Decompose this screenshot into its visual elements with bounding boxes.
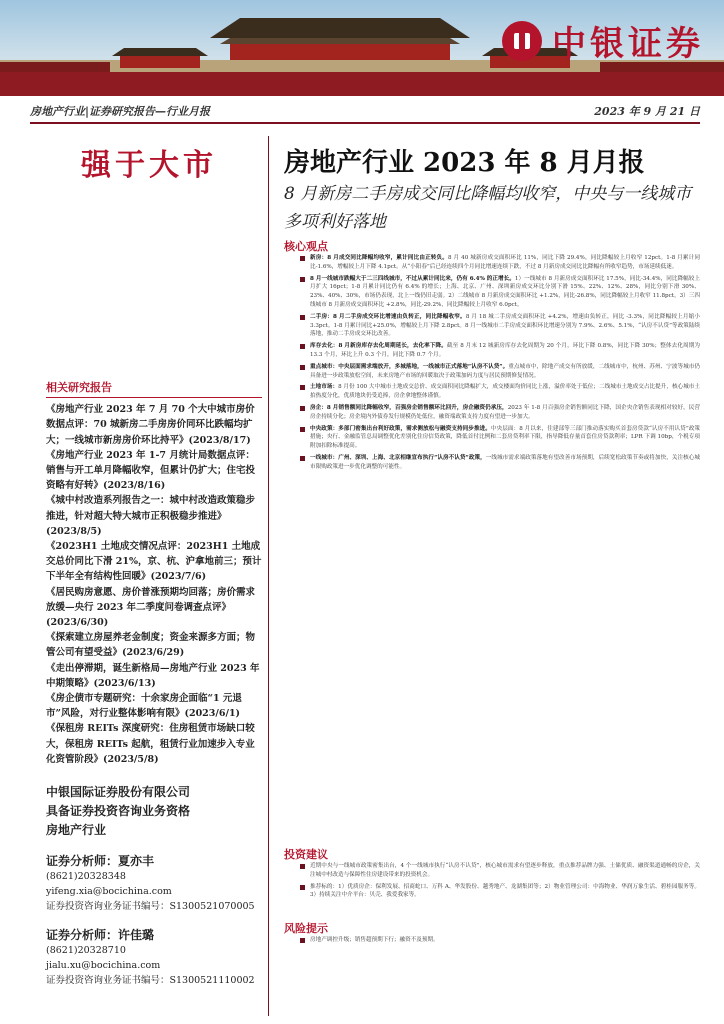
core-point: [298, 454, 700, 472]
report-header-bar: [30, 100, 700, 124]
core-point-lead: 土地市场：: [310, 384, 339, 391]
investment-advice-heading: 投资建议: [284, 848, 328, 861]
related-report-item[interactable]: 《城中村改造系列报告之一：城中村改造政策稳步推进，针对超大特大城市正积极稳步推进》(2023/8/5): [46, 495, 256, 537]
boc-logo-icon: [502, 21, 542, 61]
advice-point: [298, 883, 700, 901]
analyst-cert: 证券投资咨询业务证书编号：S1300521110002: [46, 975, 255, 987]
core-point-lead: 二手房：8 月二手房成交环比增速由负转正，同比降幅收窄。: [310, 313, 466, 320]
core-point-text: 截至 8 月末 12 城新房库存去化周期为 20 个月，环比下降 0.8%，同比下降 30%；整体去化周期为 13.3 个月，环比上升 0.3 个月，同比下降 0.7 个月。: [310, 343, 700, 358]
core-point-text: 重点城市中，除地产成交有所放缓，二线城市中，杭州、苏州、宁波等城市仍具备进一步政策放松空间，未来房地产市场的回暖取决于政策加码力度与居民预期修复情况。: [310, 363, 700, 379]
core-point-lead: 房企：8 月销售额同比降幅收窄，百强房企销售额环比回升，房企融资仍承压，: [310, 404, 508, 411]
related-reports-heading: 相关研究报告: [46, 380, 262, 398]
risk-point: [298, 936, 700, 945]
core-point-text: 2023 年 1-8 月百强房企销售额同比下降，国企央企销售表现相对较好，民营房企持续分化；房企境内外债券发行规模仍处低位，融资端政策支持力度有望进一步加大。: [310, 404, 700, 420]
bullet-icon: [300, 256, 305, 261]
related-report-item[interactable]: 《探索建立房屋养老金制度；资金来源多方面；物管公司有望受益》(2023/6/29): [46, 632, 256, 659]
header-banner: [0, 0, 724, 96]
core-views-heading: 核心观点: [284, 240, 328, 253]
advice-point: [298, 862, 700, 880]
bullet-icon: [300, 406, 305, 411]
related-report-item[interactable]: 《房企债市专题研究：十余家房企面临“1 元退市”风险，对行业整体影响有限》(2023/6/1): [46, 693, 242, 720]
brand-name: 中银证券: [552, 24, 704, 64]
brand-lockup: [502, 16, 704, 65]
core-point-lead: 中央政策：多部门密集出台利好政策，需求侧放松与融资支持同步推进。: [310, 425, 491, 432]
risk-body: [298, 936, 700, 950]
org-block: [46, 783, 262, 840]
advice-text: 推荐标的：1）优质房企：保利发展、招商蛇口、万科 A、华发股份、越秀地产、龙湖集团等；2）物业管理公司：中海物业、华润万象生活、碧桂园服务等。3）持续关注中介平台：贝壳、我爱我家等。: [310, 883, 700, 899]
column-divider: [268, 136, 269, 1016]
bullet-icon: [300, 864, 305, 869]
industry-rating: 强于大市: [81, 148, 217, 183]
core-point-lead: 重点城市：中央层面需求端放开，多城落地，一线城市正式落地“认房不认贷”。: [310, 363, 509, 370]
analyst-phone: (8621)20328348: [46, 871, 126, 883]
bullet-icon: [300, 885, 305, 890]
analyst-contact: [46, 869, 262, 914]
analyst-email[interactable]: jialu.xu@bocichina.com: [46, 960, 161, 972]
analyst-email[interactable]: yifeng.xia@bocichina.com: [46, 886, 172, 898]
core-point: [298, 313, 700, 339]
core-point: [298, 404, 700, 422]
core-point-lead: 新房：8 月成交同比降幅均收窄，累计同比由正转负。: [310, 255, 449, 261]
org-name: 中银国际证券股份有限公司: [46, 785, 191, 800]
core-point: [298, 363, 700, 381]
core-point-lead: 库存去化：8 月新房库存去化周期延长，去化率下降。: [310, 343, 447, 350]
bullet-icon: [300, 385, 305, 390]
left-sidebar: [46, 380, 262, 988]
core-point-lead: 一线城市：广州、深圳、上海、北京相继宣布执行“认房不认贷”政策，: [310, 454, 486, 461]
bullet-icon: [300, 938, 305, 943]
bullet-icon: [300, 456, 305, 461]
report-title: 房地产行业 2023 年 8 月月报: [284, 148, 645, 178]
org-sector: 房地产行业: [46, 823, 107, 838]
risk-heading: 风险提示: [284, 922, 328, 935]
related-report-item[interactable]: 《房地产行业 2023 年 7 月 70 个大中城市房价数据点评：70 城新房二手房房价同环比跌幅均扩大；一线城市新房房价环比持平》(2023/8/17): [46, 404, 255, 446]
related-report-item[interactable]: 《保租房 REITs 深度研究：住房租赁市场缺口较大，保租房 REITs 起航，租赁行业加速步入专业化资管阶段》(2023/5/8): [46, 723, 255, 765]
core-point-text: 8 月份 100 大中城市土地成交总价、成交面积同比降幅扩大，成交楼面均价同比上涨，溢价率处于低位；二线城市土地成交占比提升，核心城市土拍热度分化，优质地块仍受追捧，房企拿地整体谨慎。: [310, 384, 700, 400]
bullet-icon: [300, 365, 305, 370]
core-point: [298, 342, 700, 360]
core-point-lead: 8 月一线城市跌幅大于二三四线城市，不过从累计同比来，仍有 6.4% 的正增长。: [310, 275, 515, 282]
related-report-item[interactable]: 《2023H1 土地成交情况点评：2023H1 土地成交总价同比下滑 21%，京、杭、沪拿地前三；预计下半年全有结构性回暖》(2023/7/6): [46, 541, 262, 583]
analyst-name: 证券分析师：夏亦丰: [46, 854, 155, 869]
core-point-text: 中央层面：8 月以来，住建部等三部门推动落实购买首套房贷款“认房不用认贷”政策措施；央行、金融监管总局调整优化差别化住房信贷政策，降低首付比例和二套房贷利率下限，指导降低存量首套住房贷款利率；LPR 下调 10bp，个税专项附加扣除标准提高。: [310, 425, 700, 450]
analyst-name: 证券分析师：许佳璐: [46, 928, 155, 943]
core-point-text: 一线城市需求端政策落地有望改善市场预期，后续宽松政策节奏或将加快，关注核心城市限购政策进一步优化调整的可能性。: [310, 454, 700, 470]
advice-text: 近期中央与一线城市政策密集出台，4 个一线城市执行“认房不认贷”，核心城市需求有望逐步释放，重点推荐品牌力强、土储优质、融资渠道通畅的房企，关注城中村改造与保障性住房建设带来的投资机会。: [310, 863, 700, 878]
core-views-body: [298, 254, 700, 838]
report-date: 2023 年 9 月 21 日: [594, 105, 700, 118]
core-point-text: 8 月 18 城二手房成交面积环比 +4.2%，增速由负转正，同比 -3.3%，同比降幅较上月缩小 3.3pct。1-8 月累计同比+25.0%，增幅较上月下降 2.8pct。8 月一线城市二手房成交面积环比增速分别为 7.9%、2.6%、5.1%，“认房不认贷”等政策陆续落地，推动二手房成交环比改善。: [310, 313, 700, 338]
report-subtitle: 8 月新房二手房成交同比降幅均收窄，中央与一线城市多项利好落地: [284, 184, 692, 232]
core-point: [298, 425, 700, 451]
related-report-item[interactable]: 《房地产行业 2023 年 1-7 月统计局数据点评：销售与开工单月降幅收窄，但累计仍扩大；住宅投资略有好转》(2023/8/16): [46, 449, 256, 492]
related-report-item[interactable]: 《居民购房意愿、房价普涨预期均回落；房价需求放缓—央行 2023 年二季度问卷调查点评》(2023/6/30): [46, 586, 256, 629]
risk-text: 房地产调控升级；销售超预期下行；融资不及预期。: [310, 937, 439, 943]
report-category: 房地产行业|证券研究报告—行业月报: [30, 105, 211, 118]
investment-advice-body: [298, 862, 700, 914]
analyst-contact: [46, 943, 262, 988]
bullet-icon: [300, 277, 305, 282]
core-point: [298, 254, 700, 272]
core-point: [298, 275, 700, 310]
core-point-text: 8 月 40 城新房成交面积环比 11%，同比下降 29.4%，同比降幅较上月收窄 12pct。1-8 月累计同比-1.6%，增幅较上月下降 4.1pct。从“小阳春”后已经连续四个月同比增速连续下跌，不过 8 月新房成交同比比降幅有所收窄趋势，市场延续低迷。: [310, 255, 700, 270]
analyst-phone: (8621)20328710: [46, 945, 126, 957]
org-qualification: 具备证券投资咨询业务资格: [46, 804, 191, 819]
analyst-cert: 证券投资咨询业务证书编号：S1300521070005: [46, 901, 255, 913]
bullet-icon: [300, 344, 305, 349]
related-report-item[interactable]: 《走出停滞期，诞生新格局—房地产行业 2023 年中期策略》(2023/6/13): [46, 662, 260, 689]
related-reports-list: [46, 402, 262, 767]
bullet-icon: [300, 427, 305, 432]
core-point-text: 1）一线城市 8 月新房成交面积环比 17.5%，同比-34.4%，同比降幅较上月扩大 16pct；1-8 月累计同比仍有 6.4% 的增长；上海、北京、广州、深圳新房成交环比分别下滑 15%、22%、12%、28%，同比分别下滑 30%、23%、40%、30%，市场仍表现，北上一线仍旧走弱。2）二线城市 8 月新房成交面积环比 +1.2%，同比-26.8%，同比降幅较上月收窄 11.8pct。3）三四线城市 8 月新房成交面积环比 +2.8%，同比-29.2%，同比降幅较上月收窄 6.0pct。: [310, 275, 700, 308]
core-point: [298, 383, 700, 401]
bullet-icon: [300, 315, 305, 320]
